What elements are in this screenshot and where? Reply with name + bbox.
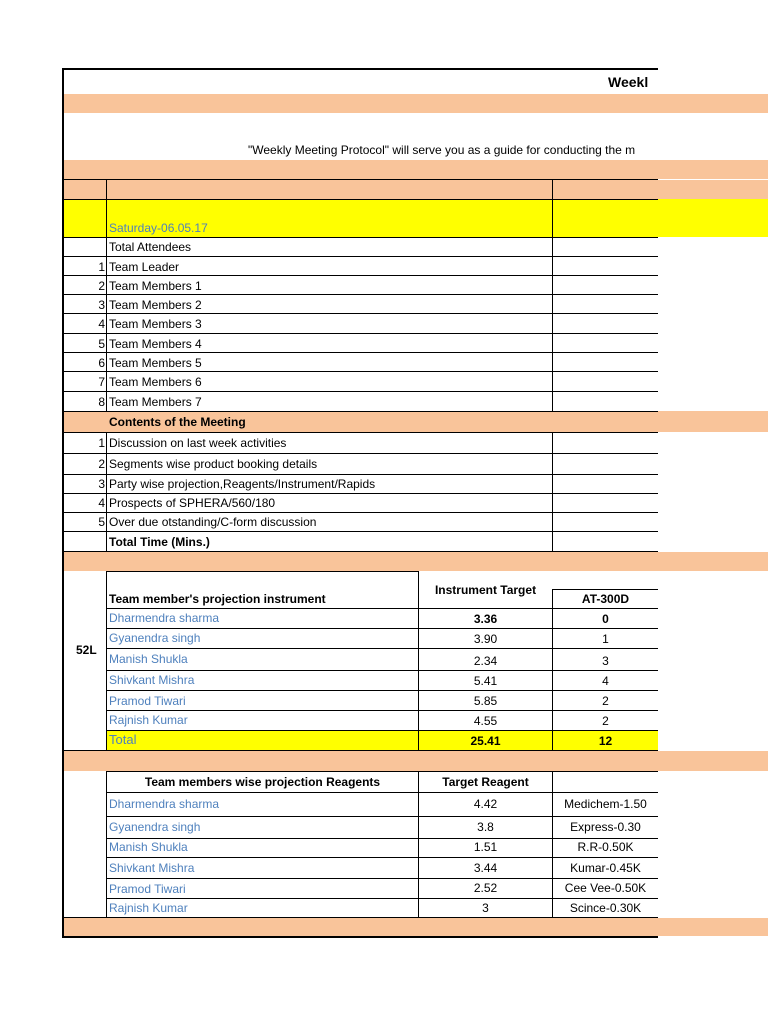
instrument-qty: 2 [602,714,609,728]
grid-v-mid [552,180,553,552]
grid-h [106,670,658,671]
instrument-target: 5.85 [473,694,498,708]
grid-h-date-bottom [64,237,658,238]
grid-h [106,857,658,858]
grid-h [64,411,658,412]
reagent-col-member: Team members wise projection Reagents [144,775,381,789]
member-name: Shivkant Mishra [109,861,195,875]
grid-h [106,816,658,817]
reagent-target: 3.44 [473,861,498,875]
instrument-col-member: Team member's projection instrument [109,592,326,606]
grid-h [64,313,658,314]
content-number: 3 [98,477,105,491]
footer-band [64,918,768,936]
member-name: Dharmendra sharma [109,611,220,625]
attendee-number: 1 [98,260,105,274]
member-name: Rajnish Kumar [109,901,188,915]
attendee-label: Team Members 1 [109,279,202,293]
grid-h [64,275,658,276]
sheet-title: Weekl [608,74,649,90]
reagent-target: 3.8 [477,820,494,834]
reagent-party: Medichem-1.50 [564,797,647,811]
grid-h [64,371,658,372]
content-label: Prospects of SPHERA/560/180 [109,496,276,510]
grid-h [64,512,658,513]
grid-h [106,710,658,711]
sheet-top-border [62,68,658,70]
meeting-date: Saturday-06.05.17 [109,221,208,235]
member-name: Gyanendra singh [109,631,201,645]
column-header-band [64,180,768,199]
attendee-number: 8 [98,395,105,409]
attendee-label: Team Members 7 [109,395,202,409]
reagent-party: Scince-0.30K [569,901,642,915]
grid-h [106,690,658,691]
member-name: Pramod Tiwari [109,694,186,708]
grid-h [64,474,658,475]
instrument-qty: 0 [602,612,609,626]
attendees-header: Total Attendees [109,240,192,254]
member-name: Rajnish Kumar [109,713,188,727]
attendee-number: 5 [98,337,105,351]
grid-h [552,589,658,590]
band-2 [64,160,768,179]
instrument-side-label: 52L [76,643,97,657]
content-label: Discussion on last week activities [109,436,287,450]
grid-h [106,628,658,629]
grid-h [106,898,658,899]
grid-h [64,333,658,334]
content-number: 5 [98,515,105,529]
instrument-target: 4.55 [473,714,498,728]
grid-h [106,838,658,839]
instrument-qty: 4 [602,674,609,688]
reagent-target: 3 [482,901,489,915]
instrument-qty: 1 [602,632,609,646]
instrument-qty: 2 [602,694,609,708]
total-time-label: Total Time (Mins.) [109,535,210,549]
attendee-number: 2 [98,279,105,293]
content-number: 1 [98,436,105,450]
reagent-party: Kumar-0.45K [570,861,641,875]
member-name: Pramod Tiwari [109,882,186,896]
attendee-label: Team Members 2 [109,298,202,312]
grid-h [64,531,658,532]
instrument-qty: 3 [602,654,609,668]
grid-h [106,730,658,731]
attendee-label: Team Members 5 [109,356,202,370]
member-name: Shivkant Mishra [109,673,195,687]
content-label: Segments wise product booking details [109,457,318,471]
instrument-target: 3.90 [473,632,498,646]
instrument-col-target: Instrument Target [434,583,537,597]
attendee-number: 6 [98,356,105,370]
reagent-party: Express-0.30 [570,820,641,834]
content-label: Party wise projection,Reagents/Instrument/Rapids [109,477,376,491]
reagent-col-target: Target Reagent [442,775,529,789]
attendee-label: Team Members 6 [109,375,202,389]
attendee-number: 4 [98,317,105,331]
content-number: 2 [98,457,105,471]
total-target: 25.41 [470,734,501,748]
intro-text: "Weekly Meeting Protocol" will serve you as a guide for conducting the m [248,143,636,157]
attendee-label: Team Members 4 [109,337,202,351]
grid-v-num [106,180,107,552]
grid-h [64,391,658,392]
member-name: Manish Shukla [109,840,188,854]
grid-h-col-header [64,179,658,180]
attendee-label: Team Members 3 [109,317,202,331]
grid-v [106,571,107,751]
total-label: Total [109,732,137,747]
grid-h [106,792,658,793]
grid-h-date-top [64,199,658,200]
grid-h [106,571,418,572]
sheet-bottom-border [62,936,658,938]
member-name: Dharmendra sharma [109,797,220,811]
content-label: Over due otstanding/C-form discussion [109,515,317,529]
content-number: 4 [98,496,105,510]
grid-h [64,352,658,353]
grid-h [106,648,658,649]
instrument-target: 5.41 [473,674,498,688]
reagent-target: 2.52 [473,881,498,895]
reagent-party: Cee Vee-0.50K [564,881,647,895]
contents-header: Contents of the Meeting [109,415,246,429]
grid-h [106,878,658,879]
grid-h [64,493,658,494]
attendee-number: 3 [98,298,105,312]
member-name: Manish Shukla [109,652,188,666]
instrument-target: 3.36 [473,612,498,626]
grid-h [64,453,658,454]
header-band [64,94,768,113]
grid-h [64,256,658,257]
attendee-label: Team Leader [109,260,180,274]
reagent-party: R.R-0.50K [577,840,634,854]
instrument-target: 2.34 [473,654,498,668]
grid-h [64,294,658,295]
reagent-target: 1.51 [473,840,498,854]
reagent-band [64,751,768,771]
attendee-number: 7 [98,375,105,389]
grid-h [106,771,658,772]
instrument-band [64,552,768,571]
instrument-col-model: AT-300D [581,592,630,606]
reagent-target: 4.42 [473,797,498,811]
member-name: Gyanendra singh [109,820,201,834]
total-qty: 12 [598,734,613,748]
grid-h [64,432,658,433]
grid-h [106,608,658,609]
